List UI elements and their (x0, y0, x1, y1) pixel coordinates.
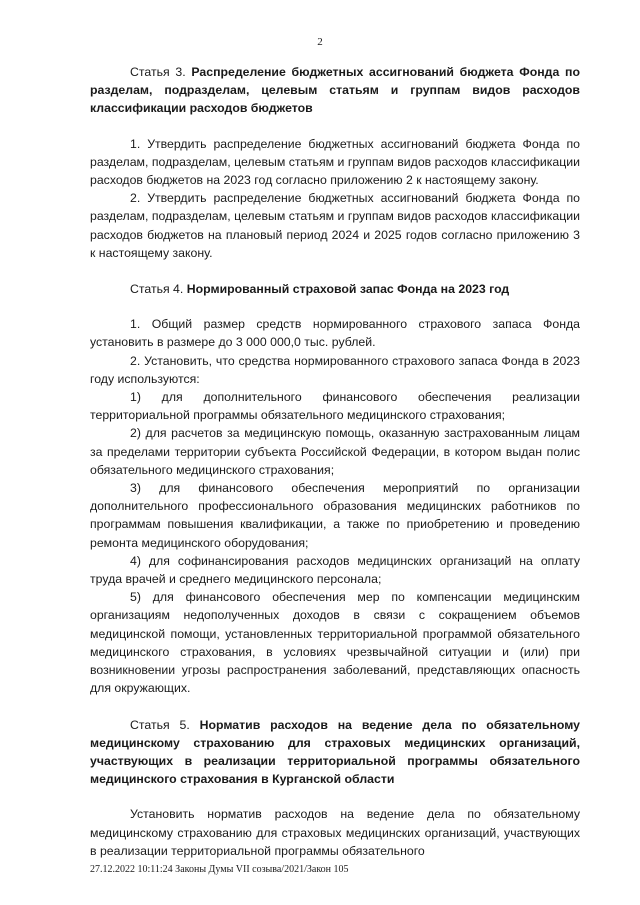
page-number: 2 (317, 36, 323, 48)
article-4-item-1: 1) для дополнительного финансового обеспечения реализации территориальной программы обязательного медицинского страхования; (90, 390, 580, 423)
article-3-paragraph-2: 2. Утвердить распределение бюджетных ассигнований бюджета Фонда по разделам, подразделам, целевым статьям и группам видов расходов классификации расходов бюджетов на плановый период 2024 и 2025 годов согласно приложению 3 к настоящему закону. (90, 191, 580, 260)
article-3-paragraph-1: 1. Утвердить распределение бюджетных ассигнований бюджета Фонда по разделам, подразделам, целевым статьям и группам видов расходов классификации расходов бюджетов на 2023 год согласно приложению 2 к настоящему закону. (90, 136, 580, 188)
article-4-item-2: 2) для расчетов за медицинскую помощь, оказанную застрахованным лицам за пределами территории субъекта Российской Федерации, в котором выдан полис обязательного медицинского страхования; (90, 426, 580, 477)
article-4-title: Нормированный страховой запас Фонда на 2023 год (186, 282, 510, 297)
article-3-prefix: Статья 3. (130, 65, 192, 79)
article-4-paragraph-1: 1. Общий размер средств нормированного страхового запаса Фонда установить в размере до 3 000 000,0 тыс. рублей. (90, 317, 580, 350)
article-4-prefix: Статья 4. (130, 282, 187, 297)
article-5-title: Норматив расходов на ведение дела по обязательному медицинскому страхованию для страховых медицинских организаций, участвующих в реализации территориальной программы обязательного медицинского страхования в Курганской области (90, 717, 580, 787)
document-footer: 27.12.2022 10:11:24 Законы Думы VII созыва/2021/Закон 105 (90, 864, 349, 875)
article-3-heading (90, 63, 580, 118)
article-5-heading (90, 716, 580, 789)
article-4-item-4: 4) для софинансирования расходов медицинских организаций на оплату труда врачей и среднего медицинского персонала; (90, 553, 580, 587)
article-5-paragraph-1: Установить норматив расходов на ведение дела по обязательному медицинскому страхованию для страховых медицинских организаций, участвующих в реализации территориальной программы обязательного (90, 807, 580, 858)
article-5-prefix: Статья 5. (130, 717, 200, 732)
article-4-paragraph-2: 2. Установить, что средства нормированного страхового запаса Фонда в 2023 году используются: (90, 353, 580, 386)
article-4-heading (90, 280, 580, 298)
article-3-title: Распределение бюджетных ассигнований бюджета Фонда по разделам, подразделам, целевым статьям и группам видов расходов классификации расходов бюджетов (90, 65, 580, 116)
article-4-item-5: 5) для финансового обеспечения мер по компенсации медицинским организациям недополученных доходов в связи с сокращением объемов медицинской помощи, установленных территориальной программой обязательного медицинского страхования, в условиях чрезвычайной ситуации и (или) при возникновении угрозы распространения заболеваний, представляющих опасность для окружающих. (90, 590, 580, 696)
article-4-item-3: 3) для финансового обеспечения мероприятий по организации дополнительного профессионального образования медицинских работников по программам повышения квалификации, а также по приобретению и проведению ремонта медицинского оборудования; (90, 481, 580, 550)
document-body (90, 63, 580, 860)
